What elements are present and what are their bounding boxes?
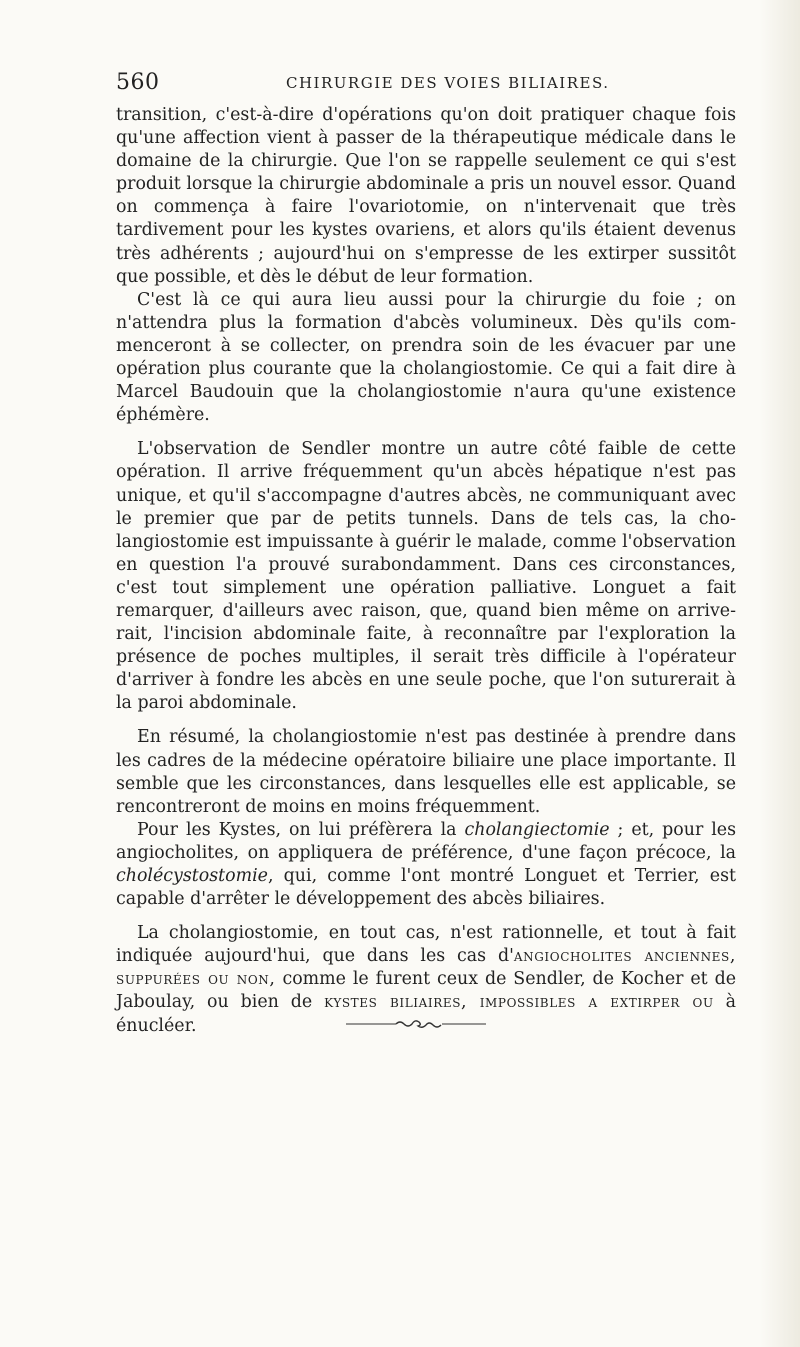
term-kystes-biliaires: kystes biliaires, impossibles a extirper ou xyxy=(324,992,714,1013)
scan-edge-shadow xyxy=(760,0,800,1347)
term-angiocholites: angiocholites anciennes, suppurées ou non, xyxy=(116,946,736,990)
paragraph-5-text-b: ; et, pour les angiocholites, on appliquera de préférence, d'une façon précoce, la xyxy=(116,819,736,863)
term-cholangiectomie: cholangiectomie xyxy=(464,819,610,840)
paragraph-6-text-b: comme le furent ceux de Sendler, de Kocher et de Jaboulay, ou bien de xyxy=(116,969,737,1013)
end-ornament xyxy=(346,1018,486,1030)
paragraph-6-text-a: La cholangiostomie, en tout cas, n'est rationnelle, et tout à fait indiquée aujourd'hui, que dans les cas d' xyxy=(116,923,736,967)
page-number: 560 xyxy=(116,70,160,95)
paragraph-3: L'observation de Sendler montre un autre côté faible de cette opération. Il arrive fréquemment qu'un abcès hépatique n'est pas unique, et qu'il s'accompagne d'autres abcès, ne communiquant avec le premier que par de petits tunnels. Dans de tels cas, la cholangiostomie est impuissante à guérir le malade, comme l'observation en question l'a prouvé surabondamment. Dans ces circonstances, c'est tout simplement une opération palliative. Longuet a fait remarquer, d'ailleurs avec raison, que, quand bien même on arriverait, l'incision abdominale faite, à reconnaître par l'exploration la présence de poches multiples, il serait très difficile à l'opérateur d'arriver à fondre les abcès en une seule poche, que l'on suturerait à la paroi abdominale. xyxy=(116,439,736,714)
paragraph-1: transition, c'est-à-dire d'opérations qu'on doit pratiquer chaque fois qu'une affection vient à passer de la thérapeutique médicale dans le domaine de la chirurgie. Que l'on se rappelle seulement ce qui s'est produit lorsque la chirurgie abdominale a pris un nouvel essor. Quand on commença à faire l'ovariotomie, on n'intervenait que très tardivement pour les kystes ovariens, et alors qu'ils étaient devenus très adhérents ; aujourd'hui on s'empresse de les extirper sussitôt que possible, et dès le début de leur formation. xyxy=(116,105,736,287)
paragraph-4: En résumé, la cholangiostomie n'est pas destinée à prendre dans les cadres de la médecine opératoire biliaire une place importante. Il semble que les circonstances, dans lesquelles elle est applicable, se rencontreront de moins en moins fréquemment. xyxy=(116,727,736,817)
running-title: CHIRURGIE DES VOIES BILIAIRES. xyxy=(286,74,610,92)
body-text xyxy=(116,104,736,1038)
paragraph-5 xyxy=(116,819,736,911)
paragraph-6-text-c: à énucléer. xyxy=(116,992,736,1036)
paragraph-5-text-c: , qui, comme l'ont montré Longuet et Terrier, est capable d'arrêter le développement des abcès biliaires. xyxy=(116,866,736,910)
paragraph-2: C'est là ce qui aura lieu aussi pour la chirurgie du foie ; on n'attendra plus la formation d'abcès volumineux. Dès qu'ils commenceront à se collecter, on prendra soin de les évacuer par une opération plus courante que la cholangiostomie. Ce qui a fait dire à Marcel Baudouin que la cholangiostomie n'aura qu'une existence éphémère. xyxy=(116,289,736,426)
paragraph-5-text-a: Pour les Kystes, on lui préfèrera la xyxy=(137,819,465,840)
page-header xyxy=(116,70,736,98)
term-cholecystostomie: cholécystostomie xyxy=(116,866,268,886)
